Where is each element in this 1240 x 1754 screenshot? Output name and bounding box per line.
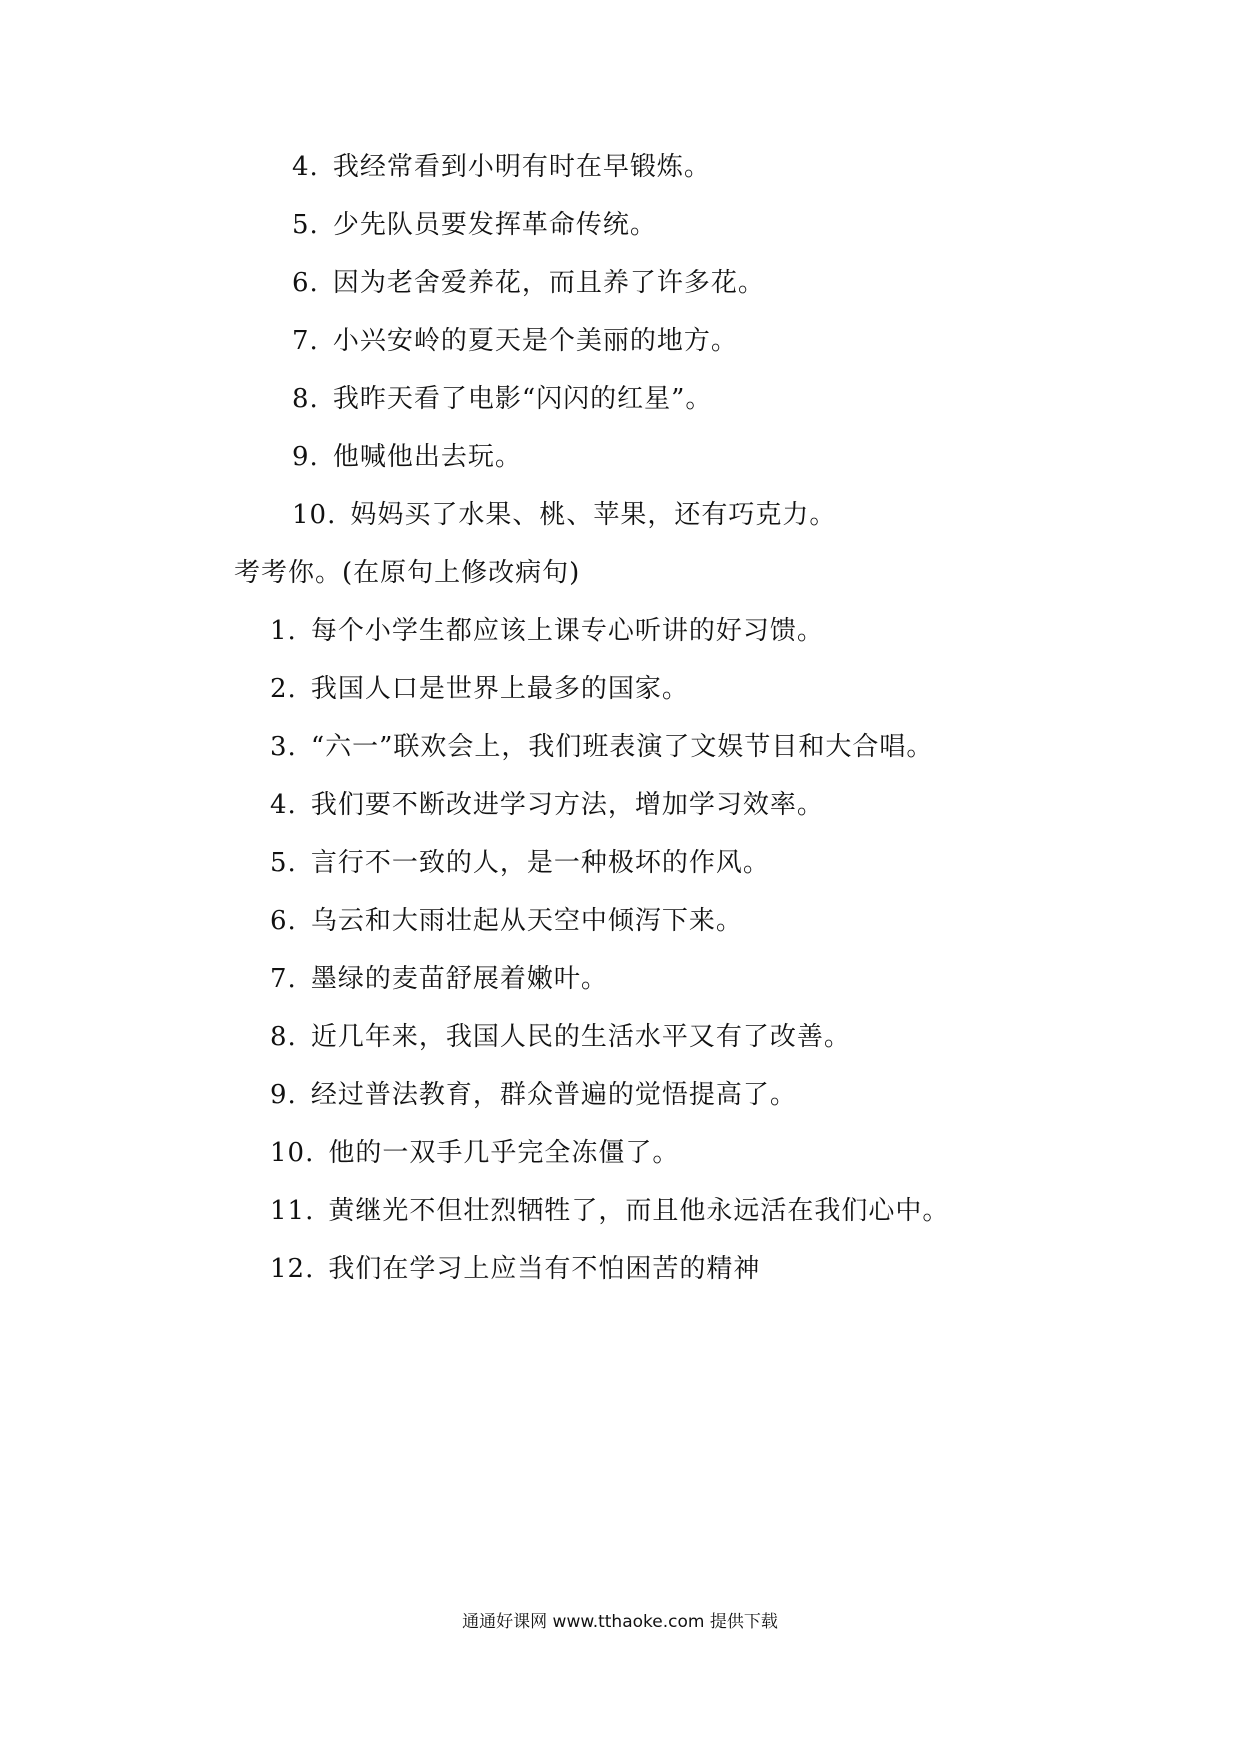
list-item: [292, 498, 836, 532]
list-item: [270, 1194, 949, 1228]
list-item: [270, 614, 824, 648]
item-text: 妈妈买了水果、桃、苹果，还有巧克力。: [350, 500, 837, 530]
item-number: 6.: [270, 906, 297, 936]
item-number: 8.: [270, 1022, 297, 1052]
item-text: 我经常看到小明有时在早锻炼。: [332, 152, 711, 182]
list-item: [270, 962, 608, 996]
item-number: 12.: [270, 1254, 315, 1284]
list-item: [270, 904, 743, 938]
item-number: 4.: [292, 152, 319, 182]
item-number: 2.: [270, 674, 297, 704]
list-item: [270, 1078, 797, 1112]
item-text: 少先队员要发挥革命传统。: [332, 210, 657, 240]
item-text: 经过普法教育，群众普遍的觉悟提高了。: [310, 1080, 797, 1110]
item-text: 因为老舍爱养花，而且养了许多花。: [332, 268, 765, 298]
list-item: [270, 1136, 679, 1170]
item-number: 1.: [270, 616, 297, 646]
list-item: [270, 1020, 851, 1054]
item-number: 3.: [270, 732, 297, 762]
footer-credit: 通通好课网 www.tthaoke.com 提供下载: [462, 1612, 778, 1632]
list-item: [292, 324, 738, 358]
item-text: “六一”联欢会上，我们班表演了文娱节目和大合唱。: [310, 732, 934, 762]
item-number: 7.: [292, 326, 319, 356]
item-text: 言行不一致的人，是一种极坏的作风。: [310, 848, 770, 878]
item-text: 黄继光不但壮烈牺牲了，而且他永远活在我们心中。: [328, 1196, 950, 1226]
item-text: 墨绿的麦苗舒展着嫩叶。: [310, 964, 608, 994]
item-number: 10.: [292, 500, 337, 530]
item-number: 11.: [270, 1196, 315, 1226]
item-text: 我国人口是世界上最多的国家。: [310, 674, 689, 704]
item-number: 5.: [292, 210, 319, 240]
item-number: 6.: [292, 268, 319, 298]
list-item: [292, 382, 712, 416]
list-item: [292, 266, 765, 300]
item-number: 4.: [270, 790, 297, 820]
item-text: 他喊他出去玩。: [332, 442, 522, 472]
list-item: [270, 846, 770, 880]
item-number: 9.: [270, 1080, 297, 1110]
item-text: 他的一双手几乎完全冻僵了。: [328, 1138, 680, 1168]
item-text: 近几年来，我国人民的生活水平又有了改善。: [310, 1022, 851, 1052]
item-text: 我们在学习上应当有不怕困苦的精神: [328, 1254, 761, 1284]
item-text: 小兴安岭的夏天是个美丽的地方。: [332, 326, 738, 356]
list-item: [270, 1252, 760, 1286]
item-number: 7.: [270, 964, 297, 994]
item-number: 8.: [292, 384, 319, 414]
item-number: 9.: [292, 442, 319, 472]
item-text: 每个小学生都应该上课专心听讲的好习馈。: [310, 616, 824, 646]
item-number: 5.: [270, 848, 297, 878]
list-item: [270, 788, 824, 822]
item-text: 乌云和大雨壮起从天空中倾泻下来。: [310, 906, 743, 936]
list-item: [270, 730, 933, 764]
item-text: 我们要不断改进学习方法，增加学习效率。: [310, 790, 824, 820]
list-item: [270, 672, 689, 706]
list-item: [292, 150, 711, 184]
list-item: [292, 440, 522, 474]
item-number: 10.: [270, 1138, 315, 1168]
list-item: [292, 208, 657, 242]
section-heading: 考考你。(在原句上修改病句): [234, 558, 581, 588]
item-text: 我昨天看了电影“闪闪的红星”。: [332, 384, 713, 414]
